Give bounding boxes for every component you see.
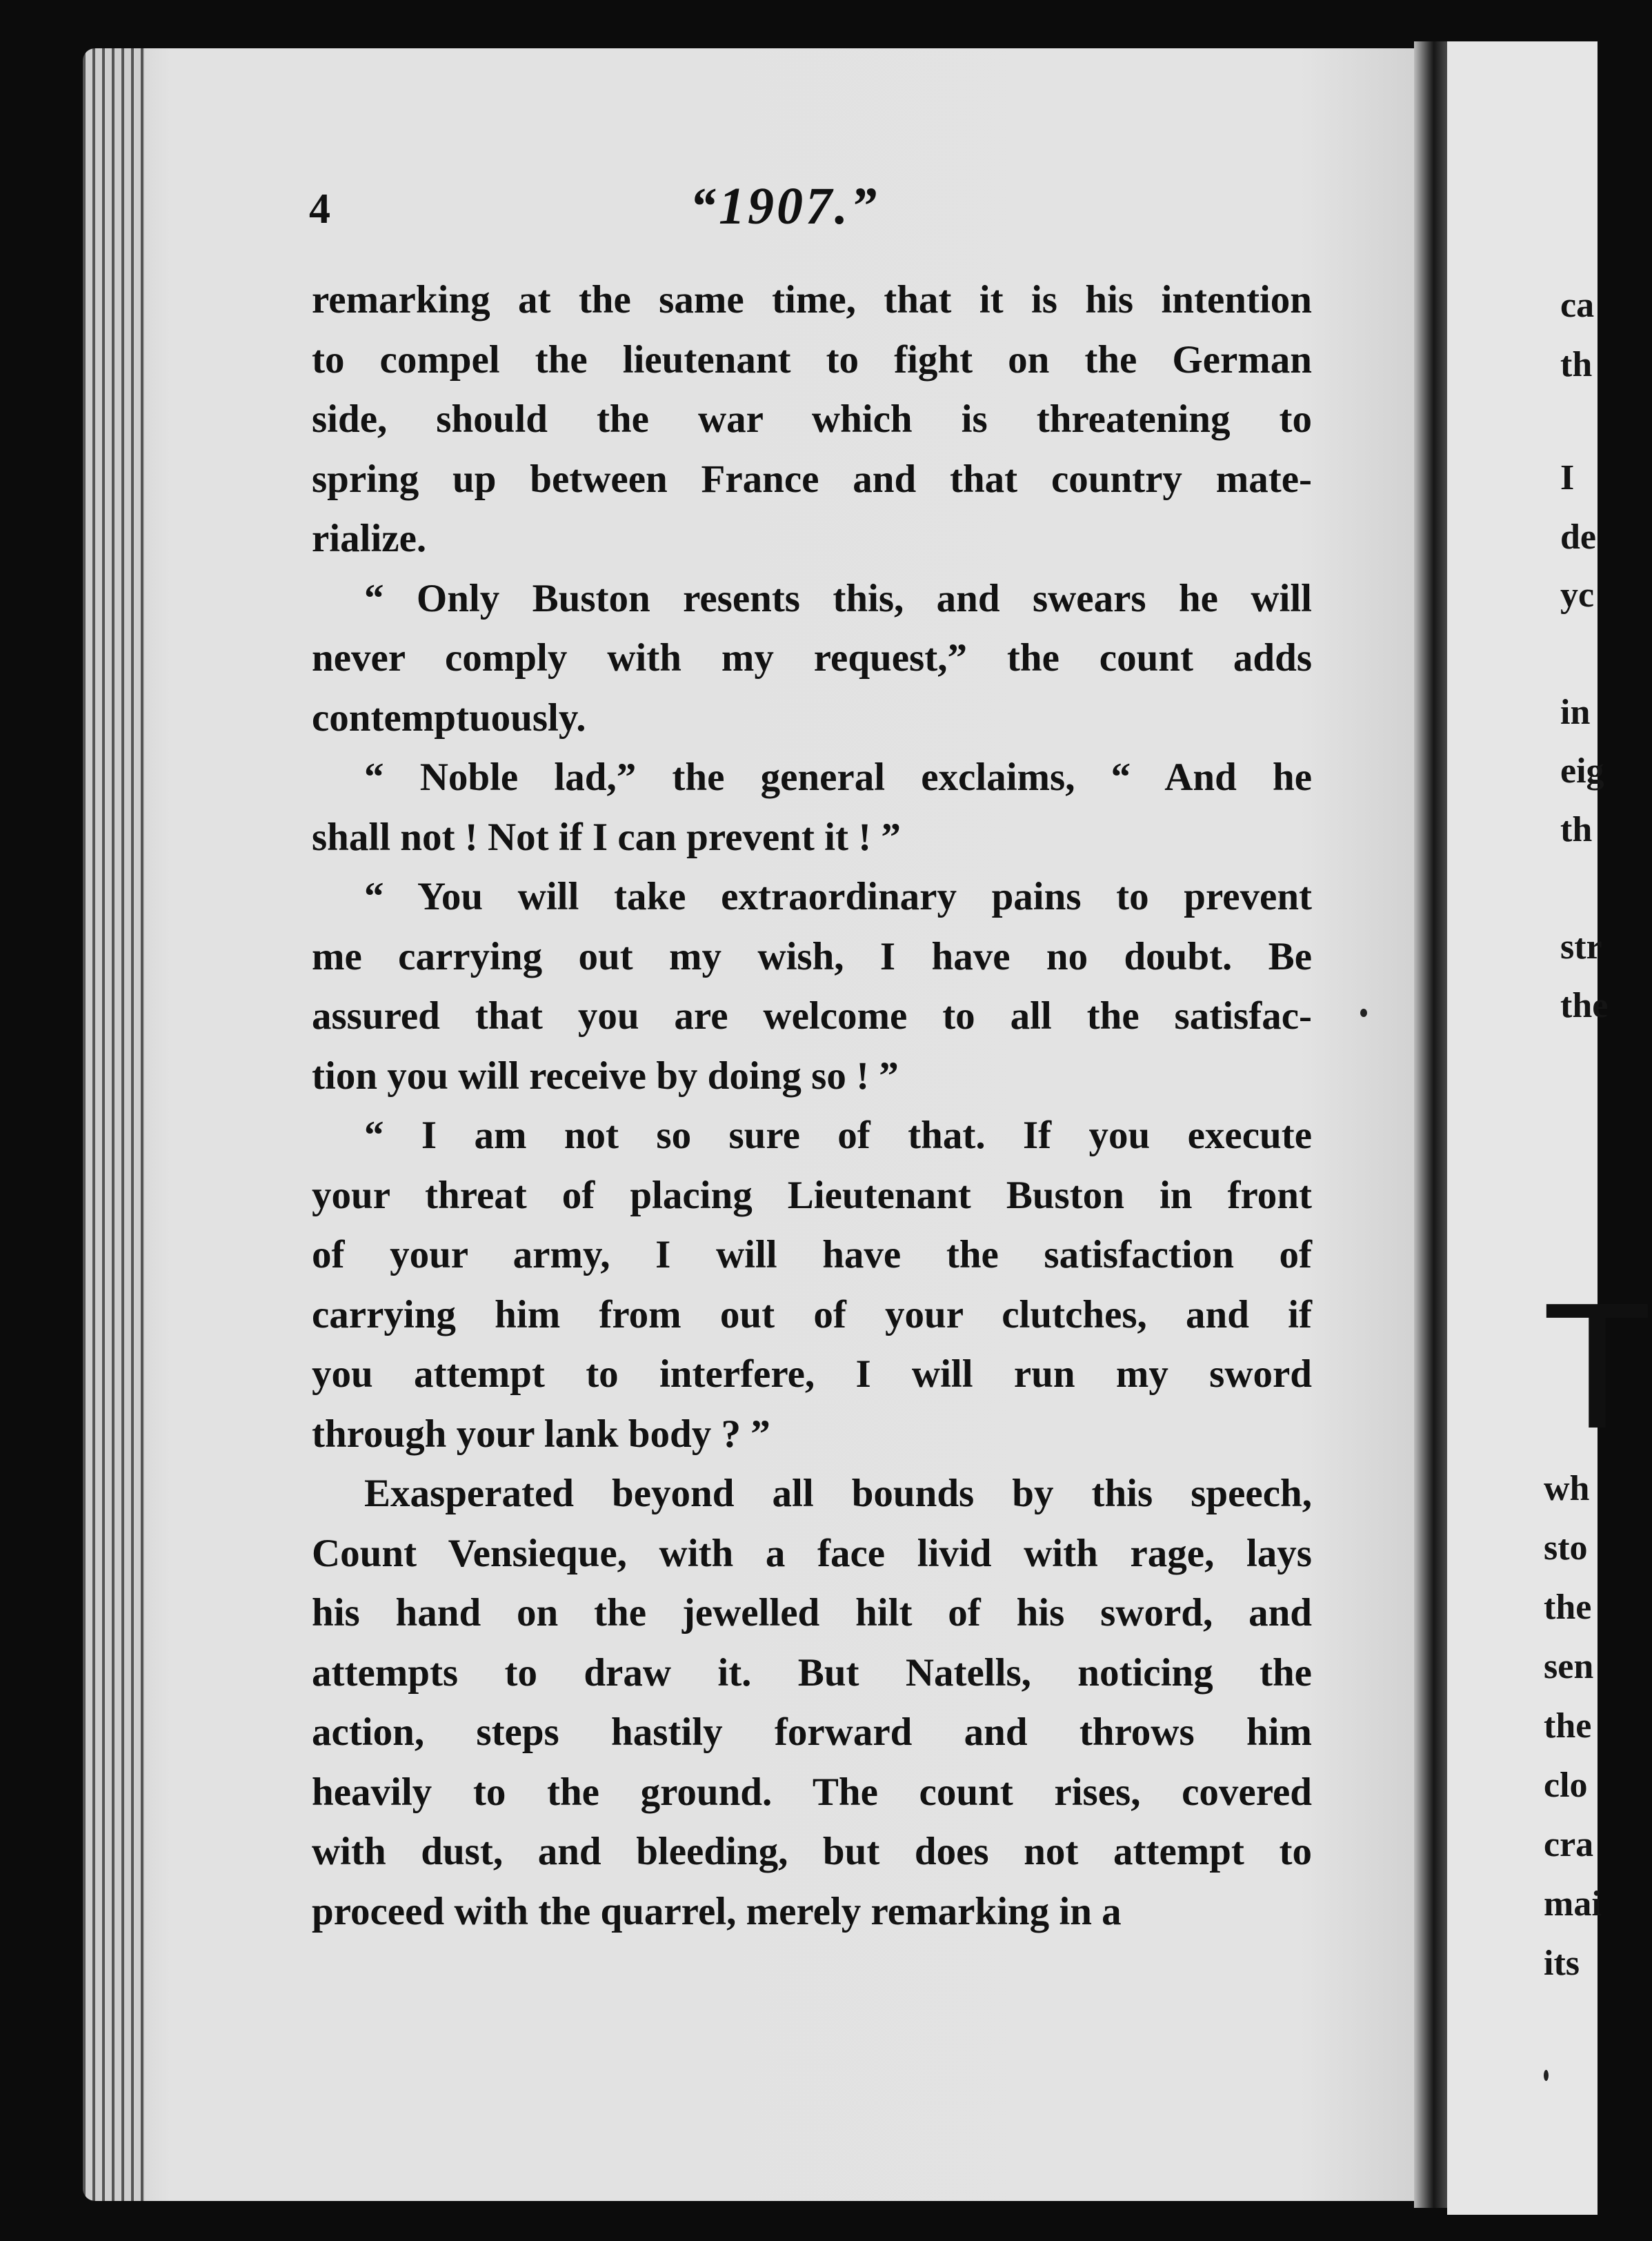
right-page-fragment: yc — [1560, 575, 1595, 615]
right-page-fragment: in — [1560, 693, 1591, 732]
right-page-fragment: the — [1544, 1588, 1592, 1627]
text-line: proceed with the quarrel, merely remarking in a — [312, 1889, 1122, 1933]
text-line: Count Vensieque, with a face livid with rage, lays — [312, 1531, 1312, 1575]
text-line: never comply with my request,” the count adds — [312, 636, 1312, 680]
page-number: 4 — [309, 186, 330, 233]
right-page-fragment: ca — [1560, 286, 1595, 325]
right-page-fragment: str — [1560, 927, 1602, 967]
text-line: heavily to the ground. The count rises, covered — [312, 1770, 1312, 1814]
text-line: “ Only Buston resents this, and swears he will — [364, 576, 1312, 620]
text-line: your threat of placing Lieutenant Buston in front — [312, 1173, 1312, 1217]
book-gutter — [1414, 41, 1447, 2208]
text-line: contemptuously. — [312, 695, 586, 740]
right-page-fragment: th — [1560, 345, 1593, 384]
text-line: attempts to draw it. But Natells, noticing the — [312, 1650, 1312, 1695]
right-page-fragment: clo — [1544, 1766, 1588, 1805]
body-text — [312, 270, 1312, 1942]
right-page-fragment: its — [1544, 1944, 1580, 1983]
right-page-fragment: cra — [1544, 1825, 1594, 1864]
right-page-fragment: I — [1560, 458, 1575, 497]
text-line: Exasperated beyond all bounds by this speech, — [364, 1472, 1312, 1515]
right-page-fragment: wh — [1544, 1469, 1590, 1508]
text-line: “ You will take extraordinary pains to prevent — [364, 875, 1312, 918]
running-head: “1907.” — [690, 177, 879, 235]
right-page-fragment: sen — [1544, 1647, 1594, 1686]
right-page-fragment: de — [1560, 517, 1596, 557]
text-line: with dust, and bleeding, but does not attempt to — [312, 1830, 1312, 1873]
text-line: to compel the lieutenant to fight on the German — [312, 337, 1312, 382]
text-line: “ Noble lad,” the general exclaims, “ And he — [364, 756, 1312, 799]
right-page-fragment: the — [1560, 986, 1609, 1025]
text-line: “ I am not so sure of that. If you execute — [364, 1114, 1312, 1157]
text-line: assured that you are welcome to all the satisfac- — [312, 994, 1312, 1038]
right-page-fragment: the — [1544, 1706, 1592, 1746]
right-page-fragment: sto — [1544, 1528, 1588, 1568]
right-page-fragment: mai — [1544, 1884, 1602, 1924]
text-line: tion you will receive by doing so ! ” — [312, 1054, 899, 1098]
text-line: you attempt to interfere, I will run my sword — [312, 1352, 1312, 1396]
text-line: side, should the war which is threatening to — [312, 397, 1312, 441]
text-line: carrying him from out of your clutches, and if — [312, 1292, 1312, 1336]
right-page-dropcap: T — [1542, 1266, 1652, 1466]
text-line: of your army, I will have the satisfaction of — [312, 1233, 1312, 1276]
ink-speck — [1544, 2070, 1549, 2081]
text-line: action, steps hastily forward and throws him — [312, 1710, 1312, 1754]
text-line: his hand on the jewelled hilt of his sword, and — [312, 1591, 1312, 1635]
page-edges — [83, 48, 145, 2201]
text-line: rialize. — [312, 517, 427, 560]
text-line: shall not ! Not if I can prevent it ! ” — [312, 815, 901, 859]
text-line: me carrying out my wish, I have no doubt. Be — [312, 934, 1312, 978]
text-line: spring up between France and that country mate- — [312, 457, 1312, 501]
text-line: through your lank body ? ” — [312, 1412, 770, 1456]
text-line: remarking at the same time, that it is his intention — [312, 278, 1312, 322]
ink-speck — [1360, 1009, 1367, 1017]
right-page-fragment: eig — [1560, 751, 1604, 791]
right-page-fragment: th — [1560, 810, 1593, 849]
